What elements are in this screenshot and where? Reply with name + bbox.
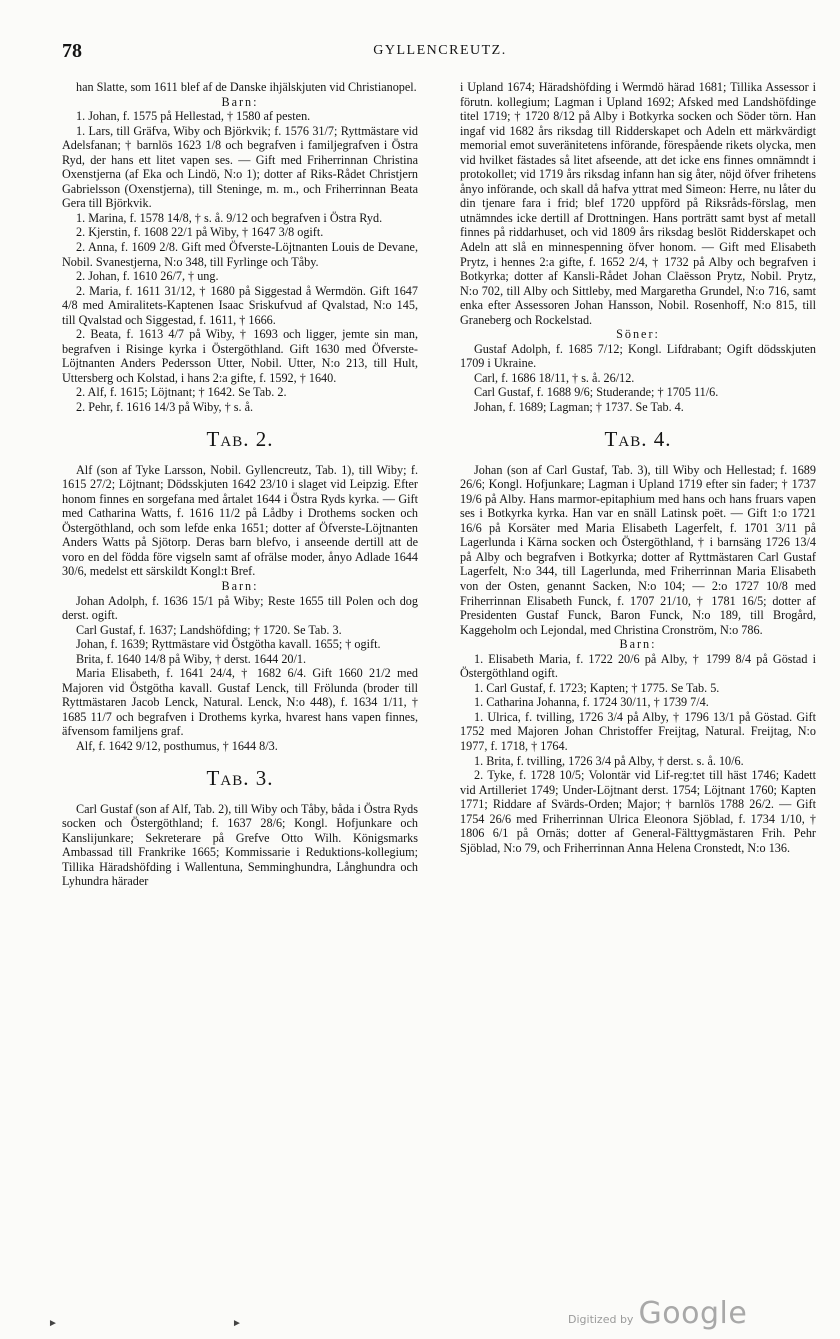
entry-tyke: 2. Tyke, f. 1728 10/5; Volontär vid Lif-reg:tet till häst 1746; Kadett vid Artilleriet 1749; Under-Löjtnant derst. 1754; Löjtnant 1760; Kapten 1771; Riddare af Svärds-Orden; Major; † barnlös 1788 26/2. — Gift 1754 26/6 med Friherrinnan Ulrica Eleonora Sjöblad, f. 1734 1/10, † 1806 6/1 på Ornäs; dotter af General-Fälttygmästaren Frih. Pehr Sjöblad, N:o 79, och Friherrinnan Anna Helena Cronstedt, N:o 136. — [460, 768, 816, 855]
entry-carl: Carl, f. 1686 18/11, † s. å. 26/12. — [474, 370, 635, 385]
paragraph-continued: i Upland 1674; Häradshöfding i Wermdö härad 1681; Tillika Assessor i förutn. kollegium; Lagman i Upland 1692; Afsked med Landshöfdinge titel 1719; † 1720 8/12 på Alby i Botkyrka socken och Söder törn. Han ingaf vid 1682 års riksdag till Ridderskapet och Adeln ett märkvärdigt memorial emot suveränitetens införande, förespående rikets olycka, men vid hvilket fästades så litet afseende, att det icke ens finnes omnämndt i protokollet; vid 1719 års riksdag infann han sig åter, nöjd öfver frihetens ånyo införande, och skall då hafva yttrat med Simeon: Herre, nu låter du din tjenare fara i frid; blef 1720 uppförd på Riksråds-förslag, men utnämndes icke dertill af Drottningen. Hans porträtt samt byst af metall finnes på riddarhuset, och vid 1809 års riksdag beslöt Ridderskapet och Adeln att slå en minnespenning öfver honom. — Gift med Elisabeth Prytz, i hennes 2:a gifte, f. 1652 2/4, † 1732 på Alby och begrafven i Botkyrka; dotter af Kansli-Rådet Johan Claësson Prytz, Nobil. Prytz, N:o 702, till Alby och Sittleby, med Margaretha Grundel, N:o 716, samt enka efter Assessoren Johan Hansson, Nobil. Rosenhoff, N:o 815, till Graneberg och Rockelstad. — [460, 80, 816, 327]
paragraph-alf: Alf (son af Tyke Larsson, Nobil. Gyllencreutz, Tab. 1), till Wiby; f. 1615 27/2; Löjtnant; Dödsskjuten 1642 23/10 i slaget vid Leipzig. Efter honom finnes en sorgefana med årtalet 1644 i Östra Ryds kyrka. — Gift med Catharina Watts, f. 1616 11/2 på Lådby i Drothems socken och Östergöthland, och som lefde enka 1651; dotter af Öfverste-Löjtnanten Anders Watts på Sjötorp. Deras barn blefvo, i anseende dertill att de voro en del födda före vigseln samt af ofrälse moder, ånyo Adlade 1644 30/6, medelst ett särskildt Kongl:t Bref. — [62, 462, 418, 579]
entry-maria-elisabeth: Maria Elisabeth, f. 1641 24/4, † 1682 6/4. Gift 1660 21/2 med Majoren vid Östgötha kavall. Gustaf Lenck, till Frölunda (broder till Ryttmästaren Jacob Lenck, Natural. Lenck, N:o 448), f. 1634 1/11, † 1685 11/7 och begrafven i Drothems kyrka, hvarest hans vapen finnes, äfvensom familjens graf. — [62, 666, 418, 739]
section-heading-tab-3: Tab. 3. — [206, 765, 274, 790]
running-title: GYLLENCREUTZ. — [373, 43, 507, 58]
entry-johan: 1. Johan, f. 1575 på Hellestad, † 1580 af pesten. — [76, 109, 311, 124]
entry-ulrica: 1. Ulrica, f. tvilling, 1726 3/4 på Alby, † 1796 13/1 på Göstad. Gift 1752 med Majoren Johan Christoffer Freijtag, Natural. Freijtag, N:o 1977, f. 1718, † 1764. — [460, 709, 816, 753]
entry-marina: 1. Marina, f. 1578 14/8, † s. å. 9/12 och begrafven i Östra Ryd. — [76, 210, 383, 225]
entry-johan-lagman: Johan, f. 1689; Lagman; † 1737. Se Tab. 4. — [474, 400, 684, 415]
entry-anna: 2. Anna, f. 1609 2/8. Gift med Öfverste-Löjtnanten Louis de Devane, Nobil. Svanestjerna, N:o 348, till Fyrlinge och Tåby. — [62, 240, 418, 269]
section-label-children: Barn: — [221, 578, 259, 593]
digitized-by-watermark — [568, 1296, 747, 1331]
section-heading-tab-2: Tab. 2. — [206, 426, 274, 451]
right-column — [460, 80, 816, 855]
entry-kjerstin: 2. Kjerstin, f. 1608 22/1 på Wiby, † 1647 3/8 ogift. — [76, 225, 324, 240]
paragraph: han Slatte, som 1611 blef af de Danske ihjälskjuten vid Christianopel. — [76, 80, 417, 94]
section-heading-tab-4: Tab. 4. — [604, 426, 672, 451]
entry-johan-3: Johan, f. 1639; Ryttmästare vid Östgötha kavall. 1655; † ogift. — [76, 637, 381, 652]
entry-lars: 1. Lars, till Gräfva, Wiby och Björkvik; f. 1576 31/7; Ryttmästare vid Adelsfanan; † barnlös 1623 1/8 och begrafven i familjegrafven i Östra Ryd, der hans ett litet vapen ses. — Gift med Friherrinnan Christina Oxenstjerna (af Eka och Lindö, N:o 1); dotter af Riks-Rådet Christjern Gabrielsson (Oxenstjerna), till Steninge, m. m., och Friherrinnan Beata Gera till Björkvik. — [62, 123, 418, 211]
google-logo: Google — [638, 1296, 748, 1331]
entry-maria: 2. Maria, f. 1611 31/12, † 1680 på Siggestad å Wermdön. Gift 1647 4/8 med Amiralitets-Kaptenen Isaac Sriskufvud af Qvalstad, N:o 145, till Qvalstad och Siggestad, f. 1611, † 1666. — [62, 283, 418, 327]
entry-catharina-johanna: 1. Catharina Johanna, f. 1724 30/11, † 1739 7/4. — [474, 695, 709, 710]
entry-carl-gustaf-3: 1. Carl Gustaf, f. 1723; Kapten; † 1775. Se Tab. 5. — [474, 680, 720, 695]
entry-carl-gustaf-2: Carl Gustaf, f. 1688 9/6; Studerande; † 1705 11/6. — [474, 385, 719, 400]
entry-brita: Brita, f. 1640 14/8 på Wiby, † derst. 1644 20/1. — [76, 651, 307, 666]
entry-gustaf-adolph: Gustaf Adolph, f. 1685 7/12; Kongl. Lifdrabant; Ogift dödsskjuten 1709 i Ukraine. — [460, 341, 816, 371]
scan-mark: ► — [48, 1318, 58, 1329]
entry-alf: 2. Alf, f. 1615; Löjtnant; † 1642. Se Tab. 2. — [76, 385, 287, 400]
section-label-sons: Söner: — [616, 327, 660, 342]
page-number: 78 — [62, 40, 82, 62]
entry-brita-2: 1. Brita, f. tvilling, 1726 3/4 på Alby, † derst. s. å. 10/6. — [474, 753, 744, 768]
paragraph-carl-gustaf: Carl Gustaf (son af Alf, Tab. 2), till Wiby och Tåby, båda i Östra Ryds socken och Östergöthland; f. 1637 28/6; Kongl. Hofjunkare och Kanslijunkare; Sekreterare på Grefve Otto Wilh. Königsmarks Ambassad till Frankrike 1665; Kommissarie i Reduktions-kollegium; Tillika Häradshöfding i Wallentuna, Semminghundra, Långhundra och Lyhundra härader — [62, 801, 418, 889]
entry-carl-gustaf: Carl Gustaf, f. 1637; Landshöfding; † 1720. Se Tab. 3. — [76, 622, 342, 637]
left-column — [62, 80, 418, 889]
paragraph-johan: Johan (son af Carl Gustaf, Tab. 3), till Wiby och Hellestad; f. 1689 26/6; Kongl. Hofjunkare; Lagman i Upland 1719 efter sin fader; † 1737 19/6 på Alby. Hans marmor-epitaphium med hans och hans fruars vapen ses i Botkyrka kyrka. Han var en snäll Latinsk poët. — Gift 1:o 1721 16/6 på Korsäter med Maria Elisabeth Lagerfelt, f. 1701 3/11 på Lagerlunda i Kärna socken och Östergöthland, † i barnsäng 1726 13/4 på Alby och begrafven i Botkyrka; dotter af Ryttmästaren Carl Gustaf Lagerfelt, N:o 344, till Lagerlunda, med Friherrinnan Maria Elisabeth von der Osten, genannt Sacken, N:o 104; — 2:o 1727 10/8 med Friherrinnan Elisabeth Funck, f. 1707 21/10, † 1781 16/5; dotter af Presidenten Gustaf Funck, Baron Funck, N:o 189, till Brogård, Kaggeholm och Lejondal, med Christina Cronström, N:o 786. — [460, 462, 816, 637]
section-label-children: Barn: — [619, 637, 657, 652]
entry-elisabeth-maria: 1. Elisabeth Maria, f. 1722 20/6 på Alby, † 1799 8/4 på Göstad i Östergöthland ogift. — [460, 651, 816, 681]
section-label-children: Barn: — [221, 94, 259, 109]
entry-johan-adolph: Johan Adolph, f. 1636 15/1 på Wiby; Reste 1655 till Polen och dog derst. ogift. — [62, 593, 418, 623]
digitized-by-text: Digitized by — [568, 1313, 634, 1326]
entry-pehr: 2. Pehr, f. 1616 14/3 på Wiby, † s. å. — [76, 400, 254, 415]
entry-alf-posthumus: Alf, f. 1642 9/12, posthumus, † 1644 8/3. — [76, 738, 278, 753]
entry-johan-2: 2. Johan, f. 1610 26/7, † ung. — [76, 269, 219, 284]
entry-beata: 2. Beata, f. 1613 4/7 på Wiby, † 1693 och ligger, jemte sin man, begrafven i Risinge kyrka i Östergöthland. Gift 1630 med Öfverste-Löjtnanten Anders Pedersson Utter, Nobil. Utter, N:o 213, till Hult, Uttersberg och Kolstad, i hans 2:a gifte, f. 1592, † 1640. — [62, 327, 418, 385]
scan-mark: ► — [232, 1318, 242, 1329]
page-header — [62, 40, 818, 64]
